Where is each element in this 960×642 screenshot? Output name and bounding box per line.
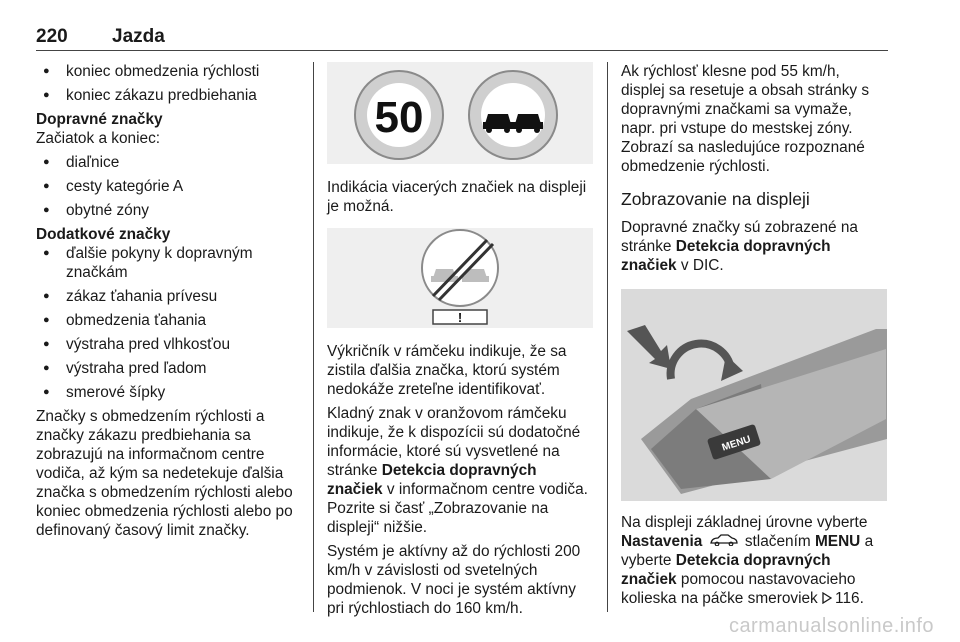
subheading: Dodatkové značky xyxy=(36,226,171,243)
paragraph: Značky s obmedzením rýchlosti a značky zákazu predbiehania sa zobrazujú na informačnom centre vodiča, až kým sa nedetekuje ďalšia značka s obmedzením rýchlosti alebo koniec obmedzenia rýchlosti alebo po definovaný časový limit značky. xyxy=(36,408,293,539)
bullet-list xyxy=(36,62,302,105)
traffic-signs-illustration xyxy=(327,62,593,164)
list-item: ● obytné zóny xyxy=(36,201,302,220)
list-item: ● výstraha pred vlhkosťou xyxy=(36,335,302,354)
end-no-overtaking-sign-icon xyxy=(422,230,498,306)
list-item: ● smerové šípky xyxy=(36,383,302,402)
column-3 xyxy=(621,62,887,614)
column-1 xyxy=(36,62,302,545)
figure-turn-signal-stalk xyxy=(621,289,887,501)
paragraph: Na displeji základnej úrovne vyberte Nastavenia stlačením MENU a vyberte Detekcia dopravných značiek pomocou nastavovacieho kolieska na páčke smeroviek 116. xyxy=(621,514,874,608)
list-item: ● cesty kategórie A xyxy=(36,177,302,196)
figure-caption: Indikácia viacerých značiek na displeji je možná. xyxy=(327,179,587,215)
section-heading: Zobrazovanie na displeji xyxy=(621,189,810,209)
paragraph: Ak rýchlosť klesne pod 55 km/h, displej sa resetuje a obsah stránky s dopravnými značkami sa vymaže, napr. pri vstupe do mestskej zóny. Zobrazí sa nasledujúce rozpoznané obmedzenie rýchlosti. xyxy=(621,63,870,175)
list-item: ● zákaz ťahania prívesu xyxy=(36,287,302,306)
paragraph: Kladný znak v oranžovom rámčeku indikuje, že k dispozícii sú dodatočné informácie, ktoré sú vysvetlené na stránke Detekcia dopravných značiek v informačnom centre vodiča. Pozrite si časť „Zobrazovanie na displeji“ nižšie. xyxy=(327,405,588,536)
no-overtaking-sign-icon xyxy=(469,71,557,159)
bullet-list xyxy=(36,244,302,402)
section-title: Jazda xyxy=(112,26,165,47)
watermark: carmanualsonline.info xyxy=(728,615,934,637)
list-item: ● diaľnice xyxy=(36,153,302,172)
intro-text: Začiatok a koniec: xyxy=(36,130,161,147)
bullet-list xyxy=(36,153,302,220)
speed-limit-value: 50 xyxy=(374,93,424,142)
page-header xyxy=(36,26,888,50)
warning-exclamation: ! xyxy=(457,310,463,325)
list-item: ● koniec obmedzenia rýchlosti xyxy=(36,62,302,81)
column-divider xyxy=(607,62,608,612)
header-rule xyxy=(36,50,888,51)
list-item: ● koniec zákazu predbiehania xyxy=(36,86,302,105)
subheading: Dopravné značky xyxy=(36,111,163,128)
column-2 xyxy=(327,62,593,623)
list-item: ● ďalšie pokyny k dopravným značkám xyxy=(36,244,302,282)
paragraph: Výkričník v rámčeku indikuje, že sa zistila ďalšia značka, ktorú systém nedokáže zreteľne identifikovať. xyxy=(327,343,567,398)
list-item: ● obmedzenia ťahania xyxy=(36,311,302,330)
figure-signs xyxy=(327,62,593,164)
paragraph: Dopravné značky sú zobrazené na stránke Detekcia dopravných značiek v DIC. xyxy=(621,219,858,274)
turn-signal-stalk-illustration xyxy=(621,289,887,501)
figure-end-overtaking xyxy=(327,228,593,328)
column-divider xyxy=(313,62,314,612)
page-number: 220 xyxy=(36,26,68,47)
paragraph: Systém je aktívny až do rýchlosti 200 km/h v závislosti od svetelných podmienok. V noci je systém aktívny pri rýchlostiach do 160 km/h. xyxy=(327,543,581,617)
page-reference-icon xyxy=(822,590,832,609)
speed-limit-sign-icon xyxy=(355,71,443,159)
settings-car-icon xyxy=(710,532,738,551)
end-no-overtaking-illustration xyxy=(327,228,593,328)
list-item: ● výstraha pred ľadom xyxy=(36,359,302,378)
stalk-menu-label: MENU xyxy=(720,434,753,454)
